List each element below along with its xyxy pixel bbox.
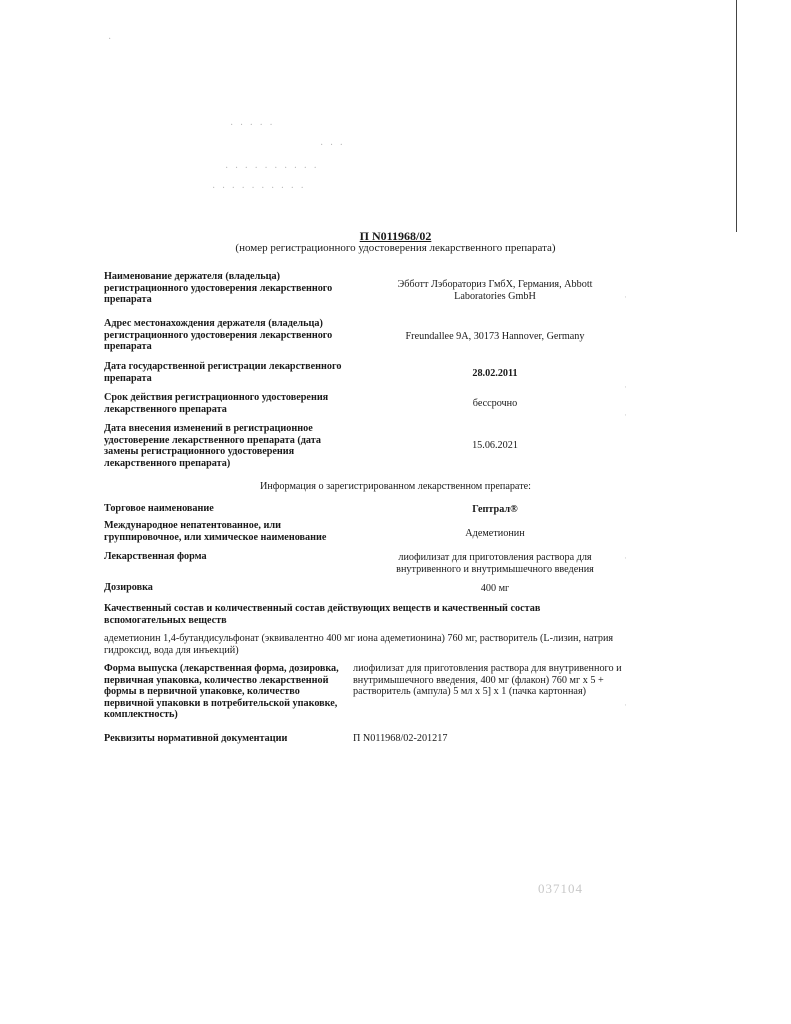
trade-name-label: Торговое наименование: [104, 503, 214, 514]
info-section-title: Информация о зарегистрированном лекарственном препарате:: [260, 481, 531, 492]
dosage-form-value: лиофилизат для приготовления раствора для внутривенного и внутримышечного введения: [396, 552, 594, 575]
holder-name-label: Наименование держателя (владельца) регистрационного удостоверения лекарственного препарата: [104, 271, 333, 306]
scan-edge-line: [736, 0, 737, 232]
normdoc-value: П N011968/02-201217: [353, 733, 448, 744]
margin-dot-3: ·: [624, 410, 627, 420]
faint-mark-1: · · · · ·: [230, 120, 275, 131]
inn-value: Адеметионин: [465, 528, 525, 539]
dosage-form-label: Лекарственная форма: [104, 551, 207, 562]
margin-dot-2: ·: [624, 382, 627, 392]
validity-label: Срок действия регистрационного удостоверения лекарственного препарата: [104, 392, 329, 415]
holder-address-label: Адрес местонахождения держателя (владельца) регистрационного удостоверения лекарственного препарата: [104, 318, 333, 353]
holder-name-value: Эбботт Лэбораториз ГмбХ, Германия, Abbott Laboratories GmbH: [397, 279, 593, 302]
change-date-label: Дата внесения изменений в регистрационное удостоверение лекарственного препарата (дата замены регистрационного удостоверения лекарственного препарата): [104, 423, 321, 469]
holder-address-value: Freundallee 9A, 30173 Hannover, Germany: [405, 331, 585, 342]
registration-number: П N011968/02: [359, 229, 432, 243]
release-form-value: лиофилизат для приготовления раствора для внутривенного и внутримышечного введения, 400 мг (флакон) 760 мг х 5 + растворитель (ампула) 5 мл х 5] х 1 (пачка картонная): [353, 663, 622, 698]
normdoc-label: Реквизиты нормативной документации: [104, 733, 288, 744]
faint-mark-3: · · · · · · · · · ·: [225, 163, 319, 174]
faint-mark-2: · · ·: [320, 140, 345, 151]
page-stamp: 037104: [538, 881, 583, 896]
inn-label: Международное непатентованное, или группировочное, или химическое наименование: [104, 520, 327, 543]
trade-name-value: Гептрал®: [472, 504, 518, 515]
margin-dot-1: ·: [624, 292, 627, 302]
dosage-value: 400 мг: [480, 583, 510, 594]
composition-value: адеметионин 1,4-бутандисульфонат (эквивалентно 400 мг иона адеметионина) 760 мг, растворитель (L-лизин, натрия гидроксид, вода для инъекций): [104, 633, 614, 656]
change-date-value: 15.06.2021: [472, 440, 518, 451]
registration-number-caption: (номер регистрационного удостоверения лекарственного препарата): [235, 242, 556, 254]
composition-label: Качественный состав и количественный состав действующих веществ и качественный состав вспомогательных веществ: [104, 603, 541, 626]
registration-date-value: 28.02.2011: [472, 368, 518, 379]
validity-value: бессрочно: [472, 398, 518, 409]
faint-mark-4: · · · · · · · · · ·: [212, 183, 306, 194]
dosage-label: Дозировка: [104, 582, 153, 593]
release-form-label: Форма выпуска (лекарственная форма, дозировка, первичная упаковка, количество лекарственной формы в первичной упаковке, количество первичной упаковки в потребительской упаковке, комплектность): [104, 663, 339, 721]
margin-dot-4: ·: [624, 553, 627, 563]
registration-date-label: Дата государственной регистрации лекарственного препарата: [104, 361, 342, 384]
faint-mark-5: ·: [108, 34, 114, 45]
margin-dot-5: ·: [624, 700, 627, 710]
